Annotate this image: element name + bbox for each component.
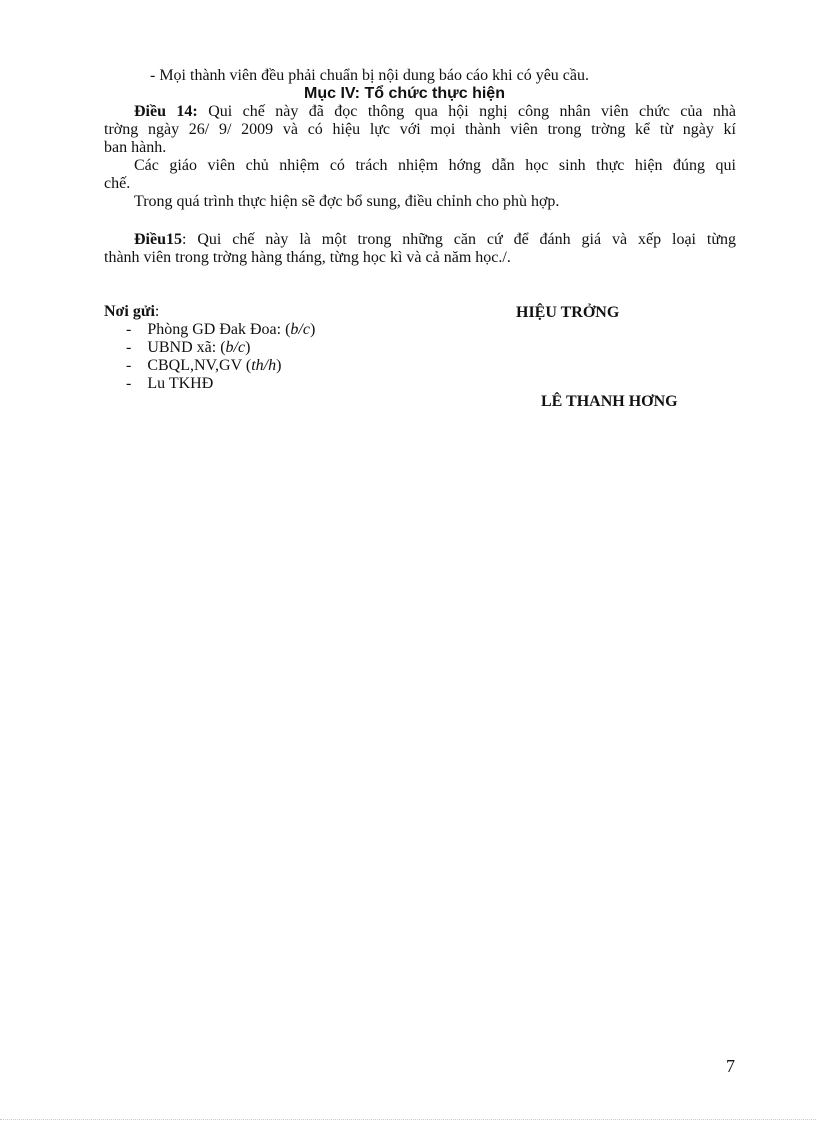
article15-label: Điều15	[134, 231, 182, 248]
signature-name: LÊ THANH HƠNG	[541, 393, 678, 410]
page-number: 7	[726, 1056, 735, 1076]
article14-line1	[134, 103, 736, 121]
recipient-item: - CBQL,NV,GV (th/h)	[126, 357, 282, 374]
article14-label: Điều 14:	[134, 103, 198, 120]
article14-line2: trờng ngày 26/ 9/ 2009 và có hiệu lực với mọi thành viên trong trờng kể từ ngày kí	[104, 121, 736, 138]
recipient-item: - UBND xã: (b/c)	[126, 339, 251, 356]
recipient-item: - Lu TKHĐ	[126, 375, 214, 392]
recipient-item: - Phòng GD Đak Đoa: (b/c)	[126, 321, 316, 338]
teachers-line2: chế.	[104, 175, 131, 192]
process-line: Trong quá trình thực hiện sẽ đợc bổ sung, điều chỉnh cho phù hợp.	[134, 193, 560, 210]
article14-line3: ban hành.	[104, 139, 167, 156]
teachers-line1: Các giáo viên chủ nhiệm có trách nhiệm hớng dẫn học sinh thực hiện đúng qui	[134, 157, 736, 174]
article15-text1: : Qui chế này là một trong những căn cứ để đánh giá và xếp loại từng	[182, 231, 736, 248]
article15-line1	[134, 231, 736, 249]
recipients-colon: :	[154, 303, 160, 320]
recipients-label: Nơi gửi	[104, 303, 155, 320]
section-heading: Mục IV: Tổ chức thực hiện	[304, 85, 505, 102]
signature-title: HIỆU TRỞNG	[516, 304, 620, 321]
page-bottom-divider	[0, 1119, 816, 1120]
recipients-heading	[104, 303, 159, 321]
intro-line: - Mọi thành viên đều phải chuẩn bị nội dung báo cáo khi có yêu cầu.	[150, 67, 589, 84]
article14-text1: Qui chế này đã đọc thông qua hội nghị công nhân viên chức của nhà	[208, 103, 737, 120]
article15-line2: thành viên trong trờng hàng tháng, từng học kì và cả năm học./.	[104, 249, 511, 266]
